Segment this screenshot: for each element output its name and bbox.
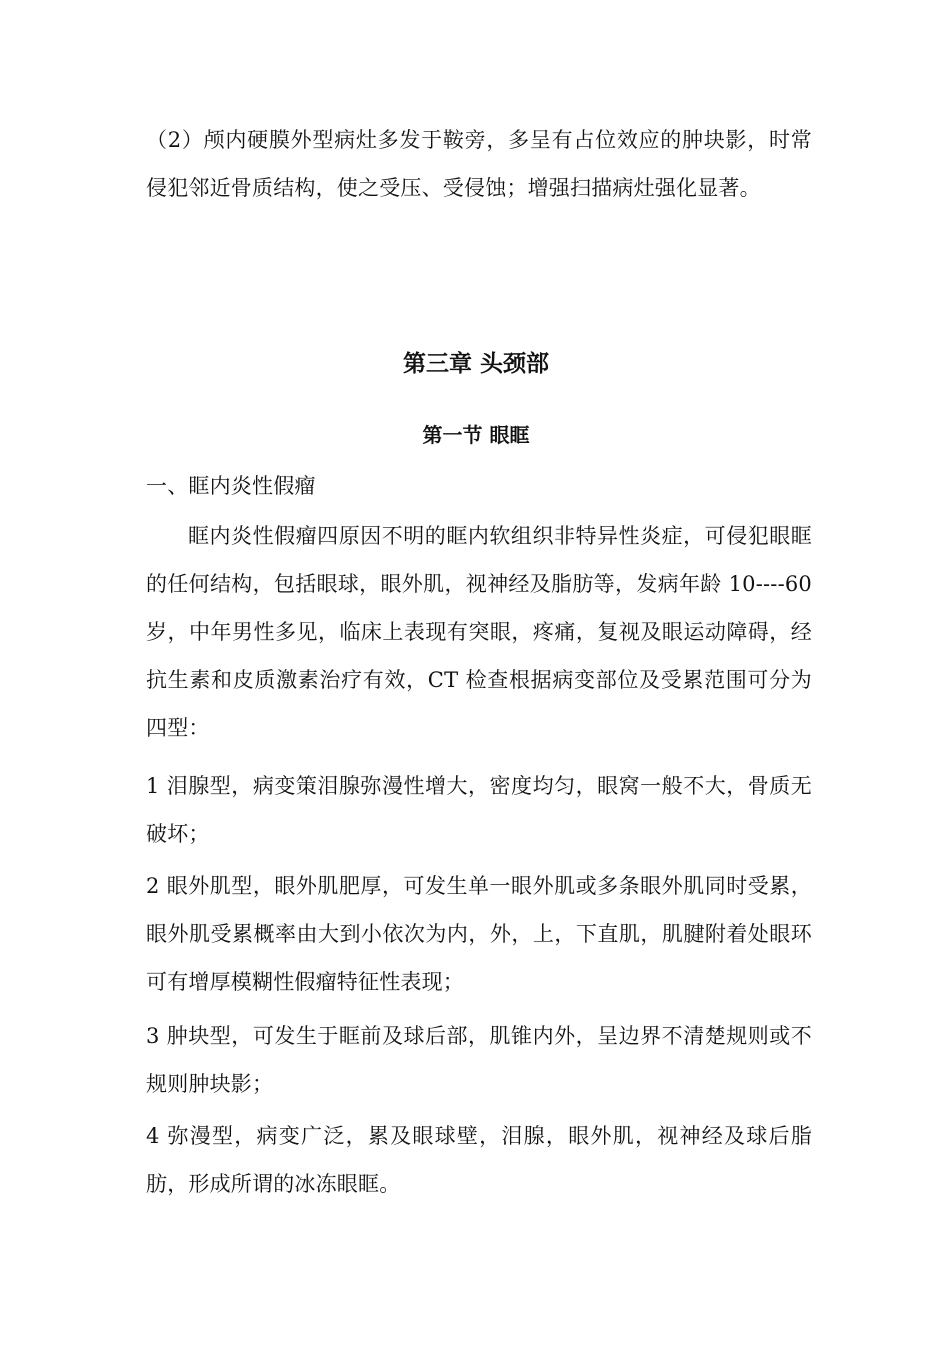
continued-paragraph: （2）颅内硬膜外型病灶多发于鞍旁，多呈有占位效应的肿块影，时常侵犯邻近骨质结构，使之受压、受侵蚀；增强扫描病灶强化显著。	[146, 128, 812, 200]
chapter-title: 第三章 头颈部	[402, 351, 549, 377]
intro-paragraph: 眶内炎性假瘤四原因不明的眶内软组织非特异性炎症，可侵犯眼眶的任何结构，包括眼球，眼外肌，视神经及脂肪等，发病年龄 10----60 岁，中年男性多见，临床上表现有突眼，疼痛，复视及眼运动障碍，经抗生素和皮质激素治疗有效，CT 检查根据病变部位及受累范围可分为四型：	[146, 524, 812, 740]
subsection-heading: 一、眶内炎性假瘤	[146, 474, 316, 498]
type-item-mass: 3 肿块型，可发生于眶前及球后部，肌锥内外，呈边界不清楚规则或不规则肿块影；	[146, 1024, 812, 1096]
type-item-diffuse: 4 弥漫型，病变广泛，累及眼球壁，泪腺，眼外肌，视神经及球后脂肪，形成所谓的冰冻眼眶。	[146, 1124, 812, 1196]
type-item-extraocular-muscle: 2 眼外肌型，眼外肌肥厚，可发生单一眼外肌或多条眼外肌同时受累，眼外肌受累概率由大到小依次为内，外，上，下直肌，肌腱附着处眼环可有增厚模糊性假瘤特征性表现；	[146, 874, 812, 994]
type-item-lacrimal: 1 泪腺型，病变策泪腺弥漫性增大，密度均匀，眼窝一般不大，骨质无破坏；	[146, 774, 812, 846]
section-title: 第一节 眼眶	[422, 423, 530, 447]
